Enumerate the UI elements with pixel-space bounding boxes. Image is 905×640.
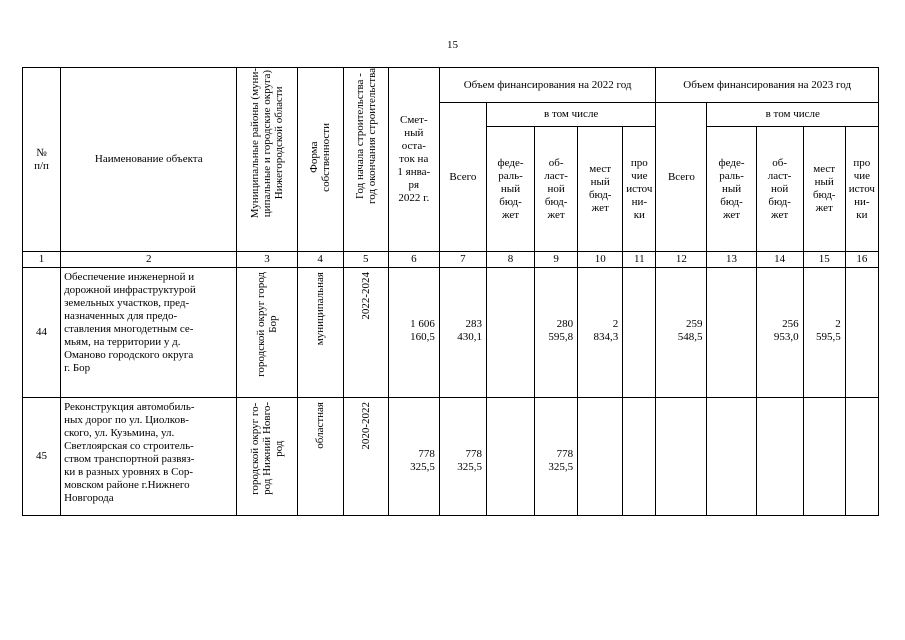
- header-other-2023: про чие источ ни- ки: [845, 127, 878, 252]
- col-number: 16: [845, 252, 878, 268]
- other-2023-cell: [845, 268, 878, 398]
- header-ownership-text: Форма собственности: [308, 123, 333, 192]
- estimate-cell: 778 325,5: [388, 398, 439, 516]
- header-name: Наименование объекта: [61, 68, 237, 252]
- federal-2022-cell: [486, 398, 534, 516]
- district-cell: [237, 268, 297, 398]
- regional-2022-cell: 778 325,5: [535, 398, 578, 516]
- financing-table: [22, 67, 879, 516]
- col-number: 5: [343, 252, 388, 268]
- table-row: [23, 268, 879, 398]
- col-number: 1: [23, 252, 61, 268]
- header-years: [343, 68, 388, 252]
- object-name: Реконструкция автомобиль- ных дорог по ул. Циолков- ского, ул. Кузьмина, ул. Светлоярская со строитель- ством транспортной развяз- ки в разных уровнях в Сор- мовском районе г.Нижнего Новгорода: [61, 398, 237, 516]
- other-2022-cell: [623, 398, 656, 516]
- header-regional-2023: об- ласт- ной бюд- жет: [756, 127, 803, 252]
- page-number: 15: [447, 39, 458, 51]
- col-number: 7: [439, 252, 486, 268]
- federal-2022-cell: [486, 268, 534, 398]
- total-2022-cell: 778 325,5: [439, 398, 486, 516]
- header-row-1: [23, 68, 879, 103]
- other-2023-cell: [845, 398, 878, 516]
- column-number-row: [23, 252, 879, 268]
- total-2023-cell: [656, 398, 707, 516]
- col-number: 4: [297, 252, 343, 268]
- header-ownership: [297, 68, 343, 252]
- header-federal-2022: феде- раль- ный бюд- жет: [486, 127, 534, 252]
- header-local-2023: мест ный бюд- жет: [803, 127, 845, 252]
- header-district: [237, 68, 297, 252]
- years-text: 2020-2022: [359, 402, 372, 450]
- regional-2023-cell: [756, 398, 803, 516]
- ownership-text: областная: [314, 402, 327, 449]
- ownership-text: муниципальная: [314, 272, 327, 346]
- other-2022-cell: [623, 268, 656, 398]
- header-estimate: Смет- ный оста- ток на 1 янва- ря 2022 г.: [388, 68, 439, 252]
- col-number: 10: [578, 252, 623, 268]
- district-text: городской округ город Бор: [255, 272, 280, 377]
- years-cell: [343, 398, 388, 516]
- district-text: городской округ го- род Нижний Новго- род: [249, 402, 286, 495]
- ownership-cell: [297, 268, 343, 398]
- header-fin-2023: Объем финансирования на 2023 год: [656, 68, 879, 103]
- header-other-2022: про чие источ ни- ки: [623, 127, 656, 252]
- header-fin-2022: Объем финансирования на 2022 год: [439, 68, 656, 103]
- col-number: 3: [237, 252, 297, 268]
- header-years-text: Год начала строительства - год окончания строительства: [353, 68, 378, 204]
- header-total-2022: Всего: [439, 103, 486, 252]
- col-number: 15: [803, 252, 845, 268]
- object-name: Обеспечение инженерной и дорожной инфраструктурой земельных участков, пред- назначенных для предо- ставления многодетным се- мьям, на территории у д. Оманово городского округа г. Бор: [61, 268, 237, 398]
- estimate-cell: 1 606 160,5: [388, 268, 439, 398]
- col-number: 6: [388, 252, 439, 268]
- header-regional-2022: об- ласт- ной бюд- жет: [535, 127, 578, 252]
- regional-2023-cell: 256 953,0: [756, 268, 803, 398]
- regional-2022-cell: 280 595,8: [535, 268, 578, 398]
- total-2023-cell: 259 548,5: [656, 268, 707, 398]
- header-local-2022: мест ный бюд- жет: [578, 127, 623, 252]
- federal-2023-cell: [707, 398, 756, 516]
- years-text: 2022-2024: [359, 272, 372, 320]
- col-number: 12: [656, 252, 707, 268]
- years-cell: [343, 268, 388, 398]
- col-number: 13: [707, 252, 756, 268]
- col-number: 8: [486, 252, 534, 268]
- district-cell: [237, 398, 297, 516]
- header-num: № п/п: [23, 68, 61, 252]
- local-2022-cell: [578, 398, 623, 516]
- local-2023-cell: 2 595,5: [803, 268, 845, 398]
- federal-2023-cell: [707, 268, 756, 398]
- col-number: 11: [623, 252, 656, 268]
- header-district-text: Муниципальные районы (муни- ципальные и городские округа) Нижегородской области: [249, 68, 286, 219]
- col-number: 2: [61, 252, 237, 268]
- header-including-2023: в том числе: [707, 103, 879, 127]
- col-number: 14: [756, 252, 803, 268]
- local-2023-cell: [803, 398, 845, 516]
- table-row: [23, 398, 879, 516]
- ownership-cell: [297, 398, 343, 516]
- header-total-2023: Всего: [656, 103, 707, 252]
- local-2022-cell: 2 834,3: [578, 268, 623, 398]
- col-number: 9: [535, 252, 578, 268]
- row-number: 44: [23, 268, 61, 398]
- header-federal-2023: феде- раль- ный бюд- жет: [707, 127, 756, 252]
- total-2022-cell: 283 430,1: [439, 268, 486, 398]
- row-number: 45: [23, 398, 61, 516]
- header-including-2022: в том числе: [486, 103, 655, 127]
